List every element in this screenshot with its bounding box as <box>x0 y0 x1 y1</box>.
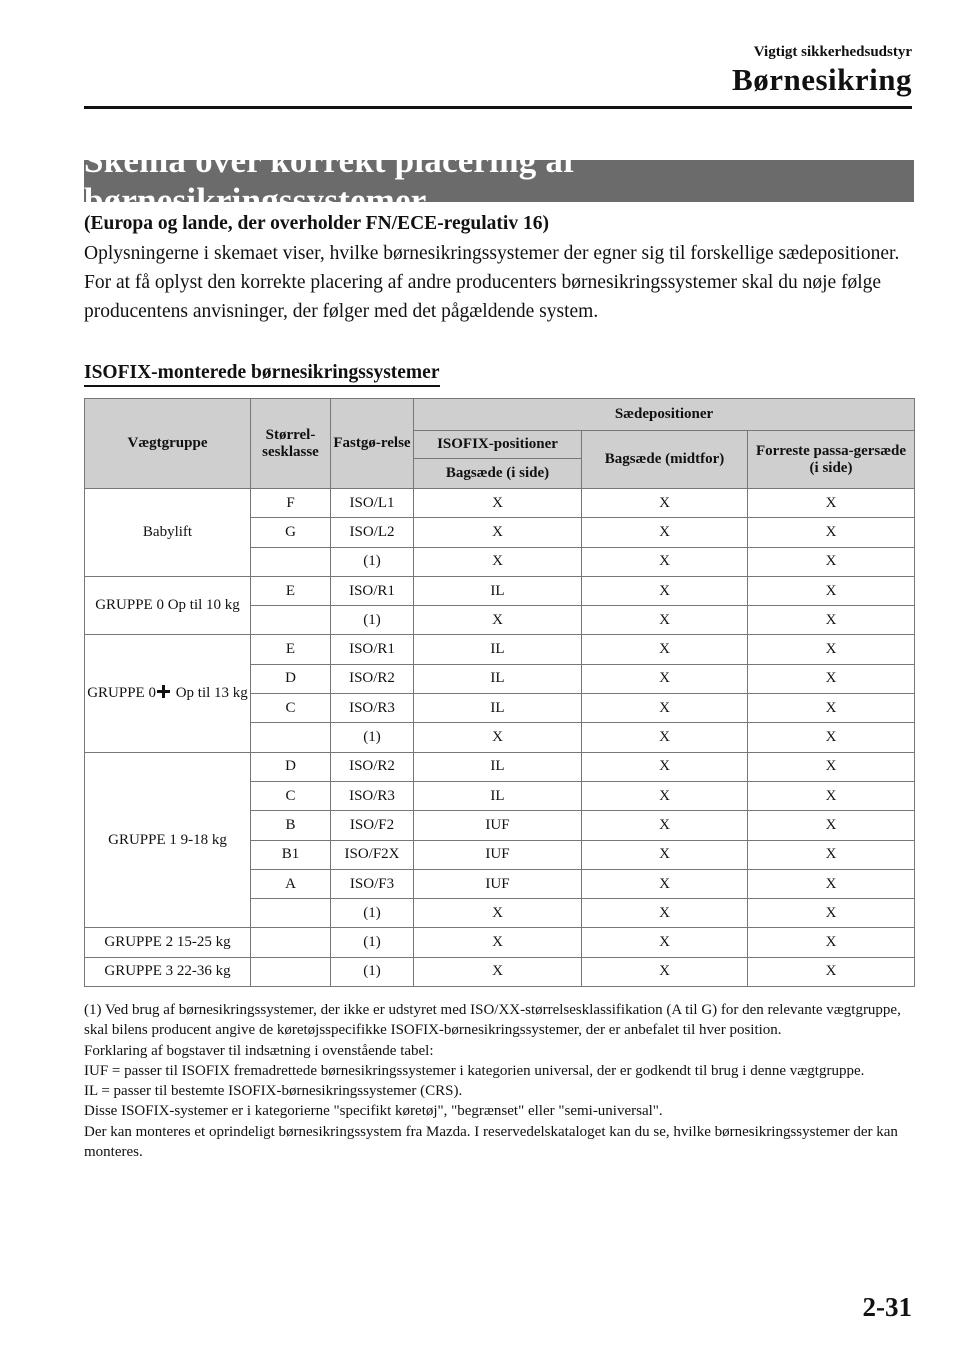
rear-side-cell: IL <box>414 664 582 693</box>
rear-mid-cell: X <box>582 752 748 781</box>
front-cell: X <box>748 840 915 869</box>
front-cell: X <box>748 957 915 986</box>
front-cell: X <box>748 752 915 781</box>
header-fixture: Fastgø-relse <box>331 399 414 489</box>
page-number: 2-31 <box>862 1292 912 1322</box>
size-cell <box>251 723 331 752</box>
header-rear-center: Bagsæde (midtfor) <box>582 431 748 489</box>
rear-side-cell: X <box>414 928 582 957</box>
rear-side-cell: X <box>414 489 582 518</box>
fixture-cell: (1) <box>331 899 414 928</box>
rear-mid-cell: X <box>582 606 748 635</box>
legend-intro: Forklaring af bogstaver til indsætning i ovenstående tabel: <box>84 1042 434 1059</box>
running-header-section: Vigtigt sikkerhedsudstyr <box>753 44 912 60</box>
rear-mid-cell: X <box>582 489 748 518</box>
fixture-cell: ISO/F3 <box>331 869 414 898</box>
fixture-cell: (1) <box>331 723 414 752</box>
rear-side-cell: X <box>414 957 582 986</box>
rear-side-cell: IUF <box>414 811 582 840</box>
header-isofix-positions: ISOFIX-positioner <box>414 431 582 459</box>
size-cell <box>251 957 331 986</box>
fixture-cell: ISO/F2X <box>331 840 414 869</box>
fixture-cell: ISO/R3 <box>331 694 414 723</box>
size-cell: A <box>251 869 331 898</box>
header-rule <box>84 106 912 109</box>
rear-mid-cell: X <box>582 518 748 547</box>
group-0-plus-label: GRUPPE 0 <box>87 685 156 702</box>
size-cell: E <box>251 635 331 664</box>
size-cell <box>251 547 331 576</box>
front-cell: X <box>748 928 915 957</box>
rear-mid-cell: X <box>582 811 748 840</box>
isofix-section-title: ISOFIX-monterede børnesikringssystemer <box>84 362 440 387</box>
fixture-cell: ISO/R1 <box>331 576 414 605</box>
front-cell: X <box>748 576 915 605</box>
legend-mazda: Der kan monteres et oprindeligt børnesikringssystem fra Mazda. I reservedelskataloget kan du se, hvilke børnesikringssystemer der kan monteres. <box>84 1123 898 1161</box>
section-banner: Skema over korrekt placering af børnesikringssystemer <box>84 160 914 202</box>
fixture-cell: ISO/R2 <box>331 664 414 693</box>
size-cell: C <box>251 781 331 810</box>
fixture-cell: ISO/R2 <box>331 752 414 781</box>
header-front-passenger: Forreste passa-gersæde (i side) <box>748 431 915 489</box>
rear-mid-cell: X <box>582 547 748 576</box>
legend-il: IL = passer til bestemte ISOFIX-børnesikringssystemer (CRS). <box>84 1083 463 1100</box>
header-size-class: Størrel-sesklasse <box>251 399 331 489</box>
rear-side-cell: X <box>414 723 582 752</box>
group-3: GRUPPE 3 22-36 kg <box>85 957 251 986</box>
rear-side-cell: X <box>414 899 582 928</box>
size-cell <box>251 928 331 957</box>
fixture-cell: ISO/R3 <box>331 781 414 810</box>
group-1: GRUPPE 1 9-18 kg <box>85 752 251 928</box>
group-0-plus-weight: Op til 13 kg <box>175 685 248 702</box>
rear-mid-cell: X <box>582 635 748 664</box>
size-cell: G <box>251 518 331 547</box>
group-0: GRUPPE 0 Op til 10 kg <box>85 576 251 635</box>
rear-side-cell: X <box>414 606 582 635</box>
header-rear-outboard: Bagsæde (i side) <box>414 459 582 489</box>
intro-paragraph: Oplysningerne i skemaet viser, hvilke børnesikringssystemer der egner sig til forskellige sædepositioner. For at få oplyst den korrekte placering af andre producenters børnesikringssystemer skal du nøje følge producentens anvisninger, der følger med det pågældende system. <box>84 243 900 322</box>
legend-categories: Disse ISOFIX-systemer er i kategorierne "specifikt køretøj", "begrænset" eller "semi-universal". <box>84 1103 663 1120</box>
rear-side-cell: IL <box>414 576 582 605</box>
size-cell: D <box>251 752 331 781</box>
fixture-cell: ISO/R1 <box>331 635 414 664</box>
front-cell: X <box>748 547 915 576</box>
front-cell: X <box>748 606 915 635</box>
table-row <box>85 635 915 664</box>
footnote-1: (1) Ved brug af børnesikringssystemer, der ikke er udstyret med ISO/XX-størrelsesklassifikation (A til G) for den relevante vægtgruppe, skal bilens producent angive de køretøjsspecifikke ISOFIX-børnesikringssystemer, der er anbefalet til hver position. <box>84 1002 901 1039</box>
rear-mid-cell: X <box>582 957 748 986</box>
front-cell: X <box>748 811 915 840</box>
front-cell: X <box>748 489 915 518</box>
rear-mid-cell: X <box>582 869 748 898</box>
size-cell: B1 <box>251 840 331 869</box>
fixture-cell: (1) <box>331 928 414 957</box>
region-subheading: (Europa og lande, der overholder FN/ECE-regulativ 16) <box>84 213 549 234</box>
rear-side-cell: IL <box>414 752 582 781</box>
fixture-cell: ISO/L1 <box>331 489 414 518</box>
rear-side-cell: X <box>414 518 582 547</box>
fixture-cell: ISO/F2 <box>331 811 414 840</box>
footnotes <box>84 1000 914 1162</box>
table-row <box>85 489 915 518</box>
front-cell: X <box>748 781 915 810</box>
rear-mid-cell: X <box>582 576 748 605</box>
rear-side-cell: IUF <box>414 840 582 869</box>
rear-side-cell: IUF <box>414 869 582 898</box>
table-row <box>85 752 915 781</box>
rear-mid-cell: X <box>582 664 748 693</box>
front-cell: X <box>748 635 915 664</box>
rear-mid-cell: X <box>582 899 748 928</box>
header-seat-positions: Sædepositioner <box>414 399 915 431</box>
table-row <box>85 576 915 605</box>
front-cell: X <box>748 664 915 693</box>
fixture-cell: (1) <box>331 957 414 986</box>
rear-mid-cell: X <box>582 781 748 810</box>
table-row <box>85 957 915 986</box>
size-cell: B <box>251 811 331 840</box>
group-babylift: Babylift <box>85 489 251 577</box>
fixture-cell: (1) <box>331 606 414 635</box>
front-cell: X <box>748 899 915 928</box>
size-cell <box>251 606 331 635</box>
rear-mid-cell: X <box>582 694 748 723</box>
rear-side-cell: IL <box>414 635 582 664</box>
rear-side-cell: X <box>414 547 582 576</box>
rear-mid-cell: X <box>582 840 748 869</box>
rear-side-cell: IL <box>414 694 582 723</box>
size-cell: F <box>251 489 331 518</box>
fixture-cell: (1) <box>331 547 414 576</box>
front-cell: X <box>748 723 915 752</box>
group-2: GRUPPE 2 15-25 kg <box>85 928 251 957</box>
front-cell: X <box>748 694 915 723</box>
size-cell: E <box>251 576 331 605</box>
running-header-chapter: Børnesikring <box>732 62 912 97</box>
plus-icon <box>157 685 170 698</box>
fixture-cell: ISO/L2 <box>331 518 414 547</box>
size-cell: C <box>251 694 331 723</box>
legend-iuf: IUF = passer til ISOFIX fremadrettede børnesikringssystemer i kategorien universal, der er godkendt til brug i denne vægtgruppe. <box>84 1062 865 1079</box>
rear-mid-cell: X <box>582 928 748 957</box>
header-weight-group: Vægtgruppe <box>85 399 251 489</box>
group-0-plus <box>85 635 251 752</box>
front-cell: X <box>748 518 915 547</box>
size-cell <box>251 899 331 928</box>
front-cell: X <box>748 869 915 898</box>
rear-side-cell: IL <box>414 781 582 810</box>
isofix-seat-table <box>84 398 915 987</box>
table-row <box>85 928 915 957</box>
size-cell: D <box>251 664 331 693</box>
rear-mid-cell: X <box>582 723 748 752</box>
